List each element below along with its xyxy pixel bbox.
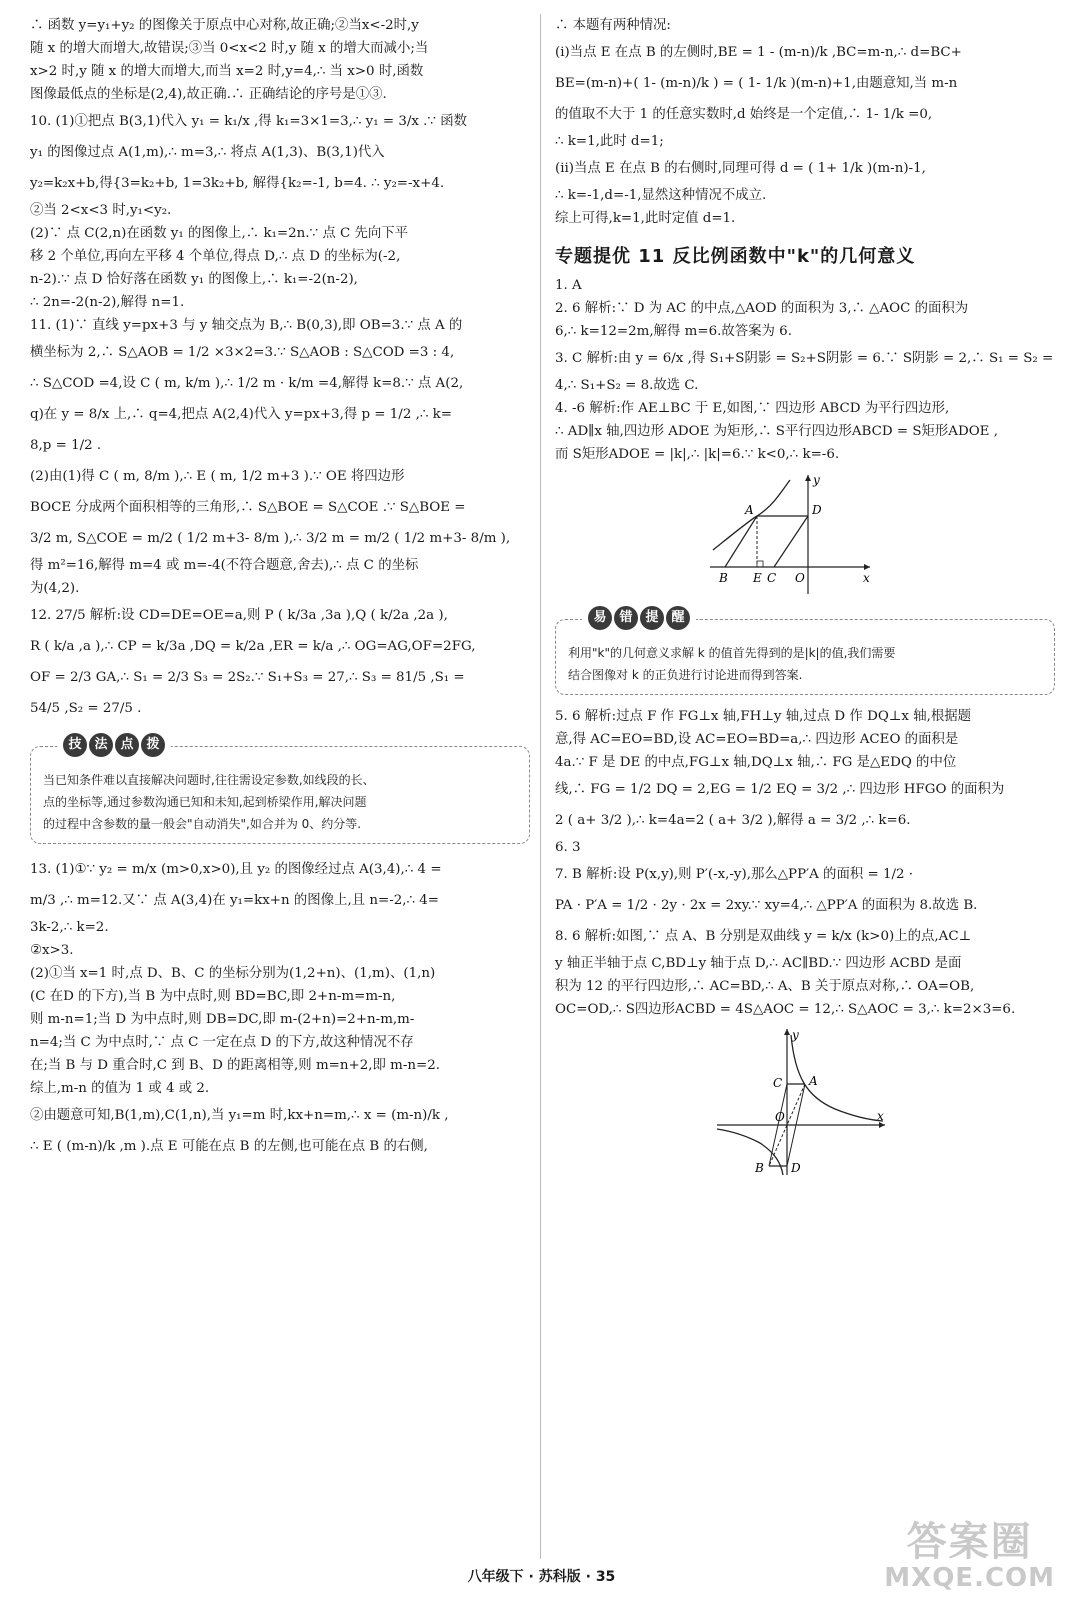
left-column xyxy=(30,14,530,1162)
text-line: y₁ 的图像过点 A(1,m),∴ m=3,∴ 将点 A(1,3)、B(3,1)代入 xyxy=(30,145,385,160)
text-line: ②x>3. xyxy=(30,943,74,958)
fig2-label-d: D xyxy=(791,1161,801,1175)
fig1-label-e: E xyxy=(753,571,762,585)
text-line: q)在 y = 8/x 上,∴ q=4,把点 A(2,4)代入 y=px+3,得 p = 1/2 ,∴ k= xyxy=(30,407,452,422)
text-line: (2)由(1)得 C ( m, 8/m ),∴ E ( m, 1/2 m+3 ).∵ OE 将四边形 xyxy=(30,469,405,484)
warn-tag-char: 易 xyxy=(588,606,612,630)
text-line: (2)①当 x=1 时,点 D、B、C 的坐标分别为(1,2+n)、(1,m)、(1,n) xyxy=(30,966,436,981)
fig2-label-b: B xyxy=(755,1161,764,1175)
fig2-label-c: C xyxy=(773,1076,783,1090)
text-line: 1. A xyxy=(555,278,582,293)
tip-box xyxy=(30,737,530,844)
text-line: ∴ k=-1,d=-1,显然这种情况不成立. xyxy=(555,188,767,203)
text-line: 2 ( a+ 3/2 ),∴ k=4a=2 ( a+ 3/2 ),解得 a = 3/2 ,∴ k=6. xyxy=(555,813,911,828)
fig1-label-x: x xyxy=(863,571,870,585)
text-line: ②由题意可知,B(1,m),C(1,n),当 y₁=m 时,kx+n=m,∴ x = (m-n)/k , xyxy=(30,1108,449,1123)
text-line: 则 m-n=1;当 D 为中点时,则 DB=DC,即 m-(2+n)=2+n-m,m- xyxy=(30,1012,415,1027)
text-line: n-2).∵ 点 D 恰好落在函数 y₁ 的图像上,∴ k₁=-2(n-2), xyxy=(30,272,358,287)
page-footer: 八年级下 · 苏科版 · 35 xyxy=(467,1569,616,1585)
text-line: 10. (1)①把点 B(3,1)代入 y₁ = k₁/x ,得 k₁=3×1=3,∴ y₁ = 3/x .∵ 函数 xyxy=(30,114,467,129)
text-line: 的值取不大于 1 的任意实数时,d 始终是一个定值,∴ 1- 1/k =0, xyxy=(555,107,933,122)
right-text-block xyxy=(555,14,1055,230)
text-line: OC=OD,∴ S四边形ACBD = 4S△AOC = 12,∴ S△AOC = 3,∴ k=2×3=6. xyxy=(555,1002,1016,1017)
text-line: 4,∴ S₁+S₂ = 8.故选 C. xyxy=(555,378,699,393)
right-text-block-2 xyxy=(555,274,1055,466)
tip-tag-char: 点 xyxy=(115,733,139,757)
text-line: ∴ E ( (m-n)/k ,m ).点 E 可能在点 B 的左侧,也可能在点 B 的右侧, xyxy=(30,1139,428,1154)
tip-box-line: 当已知条件难以直接解决问题时,往往需设定参数,如线段的长、 xyxy=(43,773,375,787)
text-line: 为(4,2). xyxy=(30,581,80,596)
text-line: 积为 12 的平行四边形,∴ AC=BD,∴ A、B 关于原点对称,∴ OA=OB, xyxy=(555,979,975,994)
text-line: (ⅱ)当点 E 在点 B 的右侧时,同理可得 d = ( 1+ 1/k )(m-n)-1, xyxy=(555,161,926,176)
text-line: 2. 6 解析:∵ D 为 AC 的中点,△AOD 的面积为 3,∴ △AOC 的面积为 xyxy=(555,301,969,316)
text-line: (ⅰ)当点 E 在点 B 的左侧时,BE = 1 - (m-n)/k ,BC=m-n,∴ d=BC+ xyxy=(555,45,962,60)
text-line: y 轴正半轴于点 C,BD⊥y 轴于点 D,∴ AC∥BD.∵ 四边形 ACBD 是面 xyxy=(555,956,962,971)
text-line: 3. C 解析:由 y = 6/x ,得 S₁+S阴影 = S₂+S阴影 = 6.∵ S阴影 = 2,∴ S₁ = S₂ = xyxy=(555,351,1054,366)
text-line: n=4;当 C 为中点时,∵ 点 C 一定在点 D 的下方,故这种情况不存 xyxy=(30,1035,414,1050)
text-line: 线,∴ FG = 1/2 DQ = 2,EG = 1/2 EQ = 3/2 ,∴ 四边形 HFGO 的面积为 xyxy=(555,782,1005,797)
text-line: ∴ 函数 y=y₁+y₂ 的图像关于原点中心对称,故正确;②当x<-2时,y xyxy=(30,18,419,33)
right-text-block-3 xyxy=(555,705,1055,1021)
text-line: BOCE 分成两个面积相等的三角形,∴ S△BOE = S△COE .∵ S△BOE = xyxy=(30,500,466,515)
fig2-label-x: x xyxy=(877,1109,884,1123)
text-line: 3/2 m, S△COE = m/2 ( 1/2 m+3- 8/m ),∴ 3/2 m = m/2 ( 1/2 m+3- 8/m ), xyxy=(30,531,511,546)
text-line: x>2 时,y 随 x 的增大而增大,而当 x=2 时,y=4,∴ 当 x>0 时,函数 xyxy=(30,64,424,79)
text-line: 随 x 的增大而增大,故错误;③当 0<x<2 时,y 随 x 的增大而减小;当 xyxy=(30,41,429,56)
text-line: ∴ AD∥x 轴,四边形 ADOE 为矩形,∴ S平行四边形ABCD = S矩形ADOE , xyxy=(555,424,998,439)
left-text-block xyxy=(30,14,530,724)
fig2-label-a: A xyxy=(809,1074,818,1088)
text-line: 综上,m-n 的值为 1 或 4 或 2. xyxy=(30,1081,210,1096)
right-column xyxy=(555,14,1055,1183)
warn-tag-char: 错 xyxy=(614,606,638,630)
hyperbola-figure xyxy=(715,1027,890,1177)
text-line: OF = 2/3 GA,∴ S₁ = 2/3 S₃ = 2S₂.∵ S₁+S₃ = 27,∴ S₃ = 81/5 ,S₁ = xyxy=(30,670,465,685)
text-line: (2)∵ 点 C(2,n)在函数 y₁ 的图像上,∴ k₁=2n.∵ 点 C 先向下平 xyxy=(30,226,409,241)
text-line: 54/5 ,S₂ = 27/5 . xyxy=(30,701,142,716)
fig1-label-o: O xyxy=(795,571,805,585)
text-line: m/3 ,∴ m=12.又∵ 点 A(3,4)在 y₁=kx+n 的图像上,且 n=-2,∴ 4= xyxy=(30,893,440,908)
text-line: 6,∴ k=12=2m,解得 m=6.故答案为 6. xyxy=(555,324,792,339)
text-line: BE=(m-n)+( 1- (m-n)/k ) = ( 1- 1/k )(m-n)+1,由题意知,当 m-n xyxy=(555,76,958,91)
warning-box-tag xyxy=(582,606,696,630)
parallelogram-figure xyxy=(705,472,875,597)
fig2-label-o: O xyxy=(775,1110,785,1124)
text-line: 意,得 AC=EO=BD,设 AC=EO=BD=a,∴ 四边形 ACEO 的面积是 xyxy=(555,732,959,747)
text-line: 8,p = 1/2 . xyxy=(30,438,102,453)
column-divider xyxy=(540,14,541,1559)
text-line: ∴ 2n=-2(n-2),解得 n=1. xyxy=(30,295,185,310)
fig1-label-d: D xyxy=(812,503,822,517)
text-line: ∴ k=1,此时 d=1; xyxy=(555,134,664,149)
text-line: ②当 2<x<3 时,y₁<y₂. xyxy=(30,203,172,218)
tip-tag-char: 技 xyxy=(63,733,87,757)
warning-box-line: 结合图像对 k 的正负进行讨论进而得到答案. xyxy=(568,668,803,682)
watermark-logo-text: 答案圈 xyxy=(906,1519,1033,1565)
text-line: R ( k/a ,a ),∴ CP = k/3a ,DQ = k/2a ,ER = k/a ,∴ OG=AG,OF=2FG, xyxy=(30,639,476,654)
tip-box-line: 的过程中含参数的量一般会"自动消失",如合并为 0、约分等. xyxy=(43,817,362,831)
text-line: 13. (1)①∵ y₂ = m/x (m>0,x>0),且 y₂ 的图像经过点 A(3,4),∴ 4 = xyxy=(30,862,442,877)
watermark xyxy=(884,1520,1055,1592)
text-line: 综上可得,k=1,此时定值 d=1. xyxy=(555,211,736,226)
left-text-block-2 xyxy=(30,854,530,1162)
fig1-label-c: C xyxy=(767,571,777,585)
text-line: PA · P′A = 1/2 · 2y · 2x = 2xy.∵ xy=4,∴ △PP′A 的面积为 8.故选 B. xyxy=(555,898,978,913)
text-line: 8. 6 解析:如图,∵ 点 A、B 分别是双曲线 y = k/x (k>0)上的点,AC⊥ xyxy=(555,929,972,944)
text-line: 得 m²=16,解得 m=4 或 m=-4(不符合题意,舍去),∴ 点 C 的坐标 xyxy=(30,558,419,573)
text-line: 4. -6 解析:作 AE⊥BC 于 E,如图,∵ 四边形 ABCD 为平行四边形, xyxy=(555,401,950,416)
watermark-url: MXQE.COM xyxy=(884,1563,1055,1593)
tip-tag-char: 拨 xyxy=(141,733,165,757)
text-line: y₂=k₂x+b,得{3=k₂+b, 1=3k₂+b, 解得{k₂=-1, b=4. ∴ y₂=-x+4. xyxy=(30,176,445,191)
warning-box xyxy=(555,610,1055,695)
warning-box-line: 利用"k"的几何意义求解 k 的值首先得到的是|k|的值,我们需要 xyxy=(568,646,896,660)
text-line: ∴ 本题有两种情况: xyxy=(555,18,671,33)
text-line: 4a.∵ F 是 DE 的中点,FG⊥x 轴,DQ⊥x 轴,∴ FG 是△EDQ 的中位 xyxy=(555,755,957,770)
text-line: 7. B 解析:设 P(x,y),则 P′(-x,-y),那么△PP′A 的面积 = 1/2 · xyxy=(555,867,914,882)
fig1-label-y: y xyxy=(813,473,820,487)
fig1-label-b: B xyxy=(719,571,728,585)
tip-box-line: 点的坐标等,通过参数沟通已知和未知,起到桥梁作用,解决问题 xyxy=(43,795,367,809)
section-title: 专题提优 11 反比例函数中"k"的几何意义 xyxy=(555,246,916,267)
text-line: 11. (1)∵ 直线 y=px+3 与 y 轴交点为 B,∴ B(0,3),即 OB=3.∵ 点 A 的 xyxy=(30,318,463,333)
text-line: 在;当 B 与 D 重合时,C 到 B、D 的距离相等,则 m=n+2,即 m-n=2. xyxy=(30,1058,440,1073)
text-line: 5. 6 解析:过点 F 作 FG⊥x 轴,FH⊥y 轴,过点 D 作 DQ⊥x 轴,根据题 xyxy=(555,709,972,724)
text-line: 移 2 个单位,再向左平移 4 个单位,得点 D,∴ 点 D 的坐标为(-2, xyxy=(30,249,401,264)
fig2-label-y: y xyxy=(792,1028,799,1042)
tip-tag-char: 法 xyxy=(89,733,113,757)
warn-tag-char: 提 xyxy=(640,606,664,630)
text-line: 图像最低点的坐标是(2,4),故正确.∴ 正确结论的序号是①③. xyxy=(30,87,387,102)
text-line: (C 在D 的下方),当 B 为中点时,则 BD=BC,即 2+n-m=m-n, xyxy=(30,989,396,1004)
warn-tag-char: 醒 xyxy=(666,606,690,630)
text-line: ∴ S△COD =4,设 C ( m, k/m ),∴ 1/2 m · k/m =4,解得 k=8.∵ 点 A(2, xyxy=(30,376,464,391)
text-line: 而 S矩形ADOE = |k|,∴ |k|=6.∵ k<0,∴ k=-6. xyxy=(555,447,840,462)
text-line: 12. 27/5 解析:设 CD=DE=OE=a,则 P ( k/3a ,3a ),Q ( k/2a ,2a ), xyxy=(30,608,448,623)
text-line: 6. 3 xyxy=(555,840,581,855)
fig1-label-a: A xyxy=(745,503,754,517)
text-line: 3k-2,∴ k=2. xyxy=(30,920,109,935)
tip-box-tag xyxy=(57,733,171,757)
text-line: 横坐标为 2,∴ S△AOB = 1/2 ×3×2=3.∵ S△AOB : S△COD =3 : 4, xyxy=(30,345,455,360)
